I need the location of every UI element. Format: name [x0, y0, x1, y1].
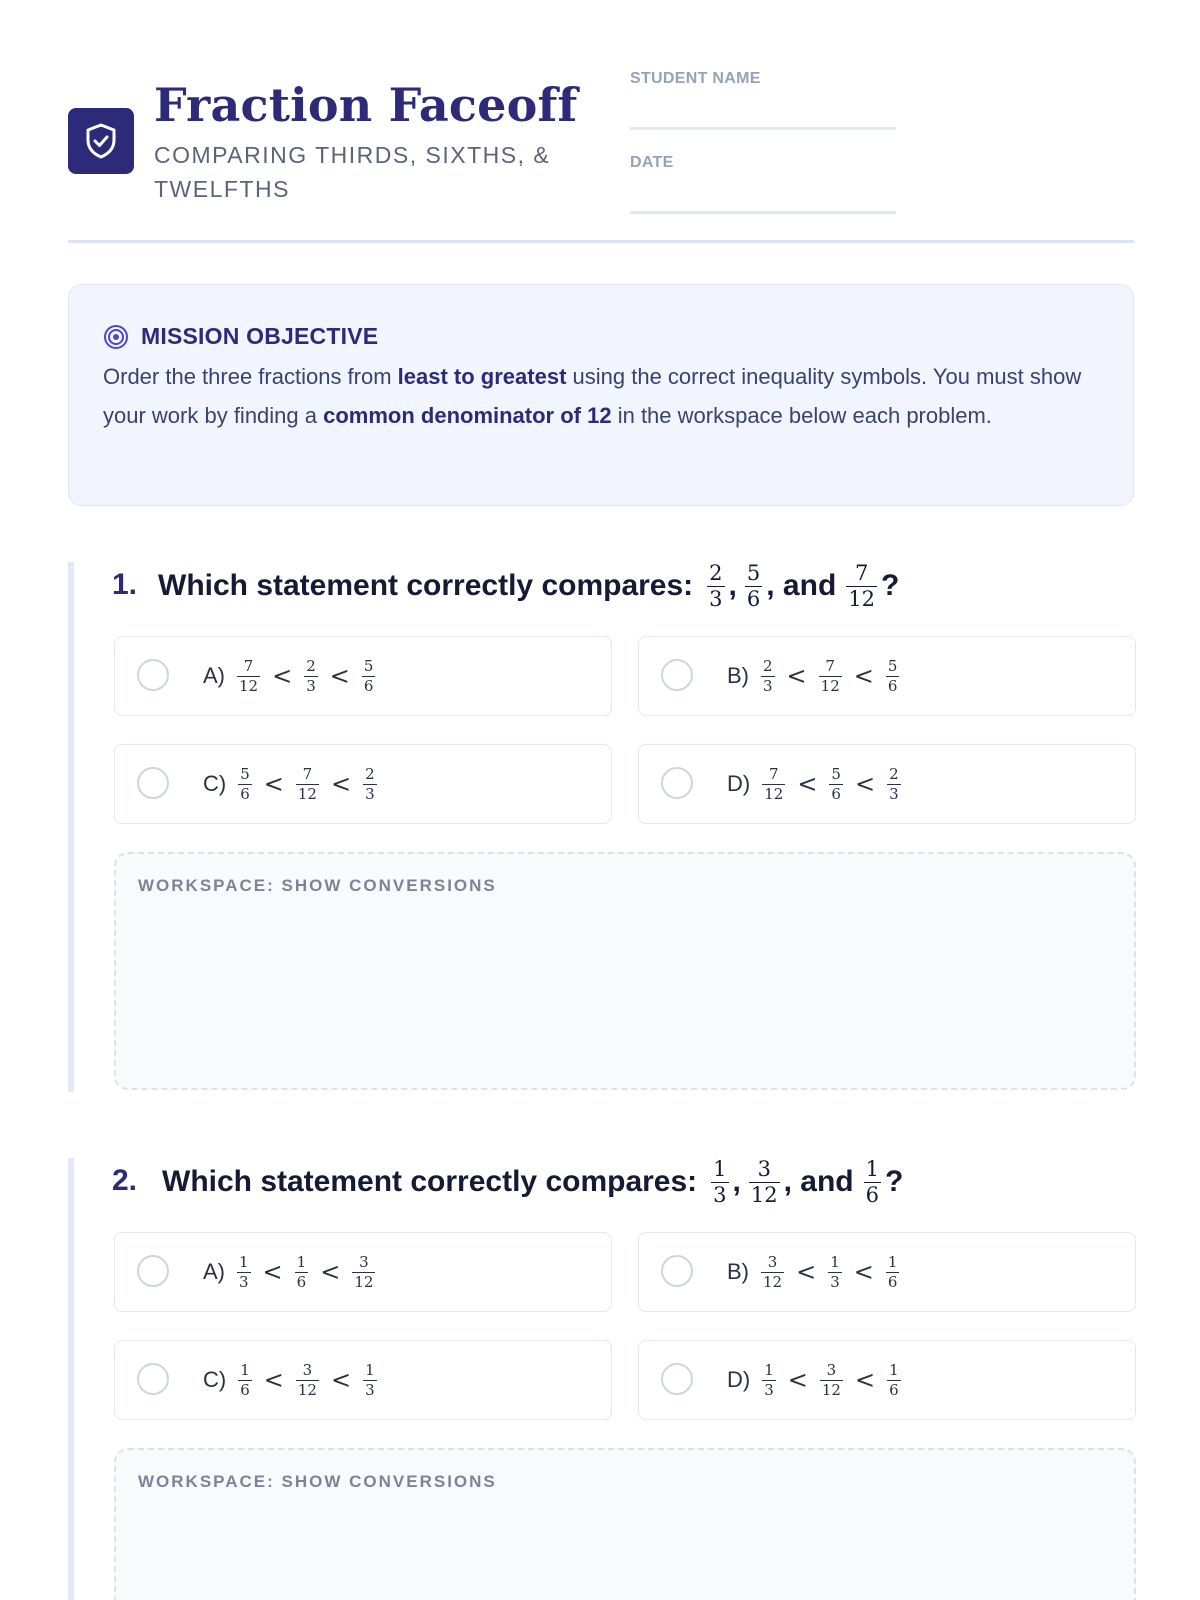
fraction: $\frac{3}{12}$	[750, 1156, 778, 1207]
fraction: $\frac{7}{12}$	[848, 560, 876, 611]
question-1-option-b[interactable]: B) $\frac{2}{3}$ < $\frac{7}{12}$ < $\frac{5}{6}$	[638, 636, 1136, 716]
header-divider	[68, 240, 1134, 243]
question-2-option-d[interactable]: D) $\frac{1}{3}$ < $\frac{3}{12}$ < $\frac{1}{6}$	[638, 1340, 1136, 1420]
question-1-accent-bar	[68, 562, 74, 1092]
question-2-option-a[interactable]: A) $\frac{1}{3}$ < $\frac{1}{6}$ < $\frac{3}{12}$	[114, 1232, 612, 1312]
workspace-label: WORKSPACE: SHOW CONVERSIONS	[138, 876, 497, 895]
mission-text: Order the three fractions from least to greatest using the correct inequality symbols. You must show your work by finding a common denominator of 12 in the workspace below each problem.	[103, 364, 1082, 428]
logo	[68, 108, 134, 174]
radio-button[interactable]	[137, 1363, 169, 1395]
radio-button[interactable]	[137, 659, 169, 691]
target-icon	[103, 324, 129, 350]
mission-header	[103, 323, 378, 350]
emphasis-common-denominator: common denominator of 12	[323, 403, 612, 428]
fraction: $\frac{1}{3}$	[713, 1156, 727, 1207]
radio-button[interactable]	[661, 659, 693, 691]
question-1-number: 1.	[112, 568, 138, 601]
mission-title: MISSION OBJECTIVE	[141, 323, 379, 349]
question-2-option-b[interactable]: B) $\frac{3}{12}$ < $\frac{1}{3}$ < $\frac{1}{6}$	[638, 1232, 1136, 1312]
fraction: $\frac{2}{3}$	[709, 560, 723, 611]
question-1-workspace[interactable]	[114, 852, 1136, 1090]
question-2-accent-bar	[68, 1158, 74, 1600]
fraction: $\frac{5}{6}$	[746, 560, 761, 611]
mission-objective-box	[68, 284, 1134, 506]
question-1-prompt: Which statement correctly compares: $\frac{2}{3}$ , $\frac{5}{6}$ , and $\frac{7}{12}$ ?	[158, 560, 900, 611]
radio-button[interactable]	[137, 767, 169, 799]
question-2-prompt: Which statement correctly compares: $\frac{1}{3}$ , $\frac{3}{12}$ , and $\frac{1}{6}$ ?	[162, 1156, 904, 1207]
page-subtitle: COMPARING THIRDS, SIXTHS, & TWELFTHS	[154, 142, 551, 202]
radio-button[interactable]	[661, 1255, 693, 1287]
fraction: $\frac{1}{6}$	[865, 1156, 880, 1207]
question-1-option-d[interactable]: D) $\frac{7}{12}$ < $\frac{5}{6}$ < $\frac{2}{3}$	[638, 744, 1136, 824]
page-title: Fraction Faceoff	[154, 78, 578, 132]
question-1-option-a[interactable]: A) $\frac{7}{12}$ < $\frac{2}{3}$ < $\frac{5}{6}$	[114, 636, 612, 716]
question-2-number: 2.	[112, 1164, 138, 1197]
question-2-workspace[interactable]	[114, 1448, 1136, 1600]
date-label: DATE	[630, 154, 674, 171]
shield-check-icon	[84, 122, 118, 160]
radio-button[interactable]	[661, 1363, 693, 1395]
question-1-option-c[interactable]: C) $\frac{5}{6}$ < $\frac{7}{12}$ < $\frac{2}{3}$	[114, 744, 612, 824]
date-field[interactable]	[630, 211, 896, 214]
radio-button[interactable]	[661, 767, 693, 799]
emphasis-least-to-greatest: least to greatest	[397, 364, 567, 389]
student-name-field[interactable]	[630, 127, 896, 130]
student-name-label: STUDENT NAME	[630, 70, 761, 87]
radio-button[interactable]	[137, 1255, 169, 1287]
workspace-label: WORKSPACE: SHOW CONVERSIONS	[138, 1472, 497, 1491]
question-2-option-c[interactable]: C) $\frac{1}{6}$ < $\frac{3}{12}$ < $\frac{1}{3}$	[114, 1340, 612, 1420]
